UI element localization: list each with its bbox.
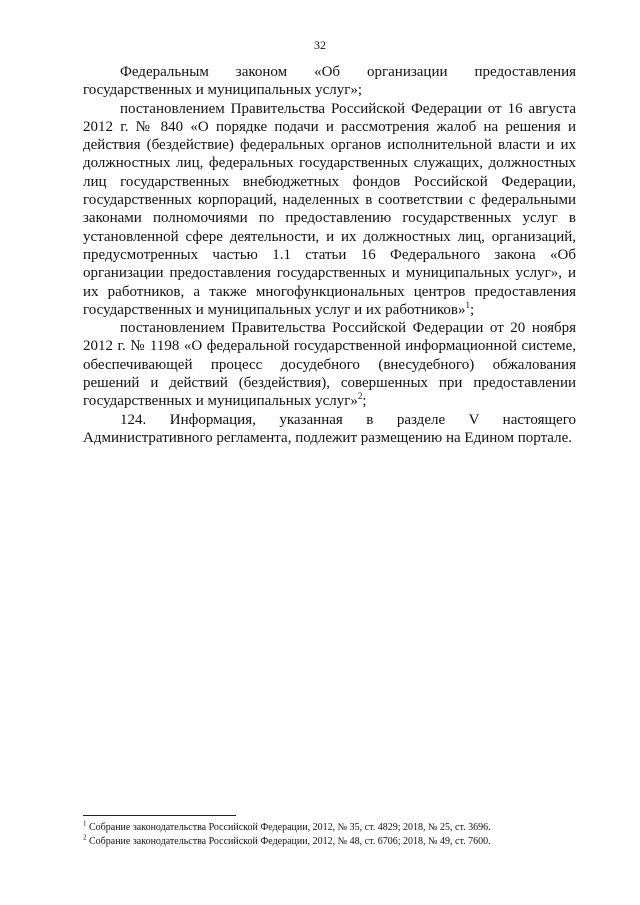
footnotes (83, 821, 576, 848)
footnote-reference: 1 (465, 299, 470, 310)
footnote-1 (83, 821, 576, 835)
footnote-text: Собрание законодательства Российской Федерации, 2012, № 48, ст. 6706; 2018, № 49, ст. 7600. (86, 835, 491, 847)
paragraph-resolution-840 (83, 100, 576, 320)
footnote-mark: 2 (83, 833, 87, 842)
paragraph-resolution-1198 (83, 319, 576, 410)
paragraph-text: 124. Информация, указанная в разделе V настоящего Административного регламента, подлежит размещению на Едином портале. (83, 411, 576, 446)
footnote-separator (83, 815, 236, 816)
paragraph-item-124 (83, 411, 576, 448)
paragraph-federal-law (83, 63, 576, 100)
paragraph-tail: ; (470, 301, 475, 318)
page-number: 32 (314, 38, 326, 52)
paragraph-text: постановлением Правительства Российской Федерации от 20 ноября 2012 г. № 1198 «О федеральной государственной информационной системе, обеспечивающей процесс досудебного (внесудебного) обжалования решений и действий (бездействия), совершенных при предоставлении государственных и муниципальных услуг» (83, 320, 576, 410)
paragraph-tail: ; (362, 393, 367, 410)
footnote-mark: 1 (83, 819, 87, 828)
footnote-2 (83, 835, 576, 849)
footnote-text: Собрание законодательства Российской Федерации, 2012, № 35, ст. 4829; 2018, № 25, ст. 3696. (86, 822, 491, 833)
footnote-reference: 2 (357, 391, 363, 402)
paragraph-text: Федеральным законом «Об организации предоставления государственных и муниципальных услуг»; (83, 64, 576, 99)
main-text (83, 63, 576, 447)
paragraph-text: постановлением Правительства Российской Федерации от 16 августа 2012 г. № 840 «О порядке подачи и рассмотрения жалоб на решения и действия (бездействие) федеральных органов исполнительной власти и их должностных лиц, федеральных государственных служащих, должностных лиц государственных внебюджетных фондов Российской Федерации, государственных корпораций, наделенных в соответствии с федеральными законами полномочиями по предоставлению государственных услуг в установленной сфере деятельности, и их должностных лиц, организаций, предусмотренных частью 1.1 статьи 16 Федерального закона «Об организации предоставления государственных и муниципальных услуг», и их работников, а также многофункциональных центров предоставления государственных и муниципальных услуг и их работников» (83, 100, 576, 318)
